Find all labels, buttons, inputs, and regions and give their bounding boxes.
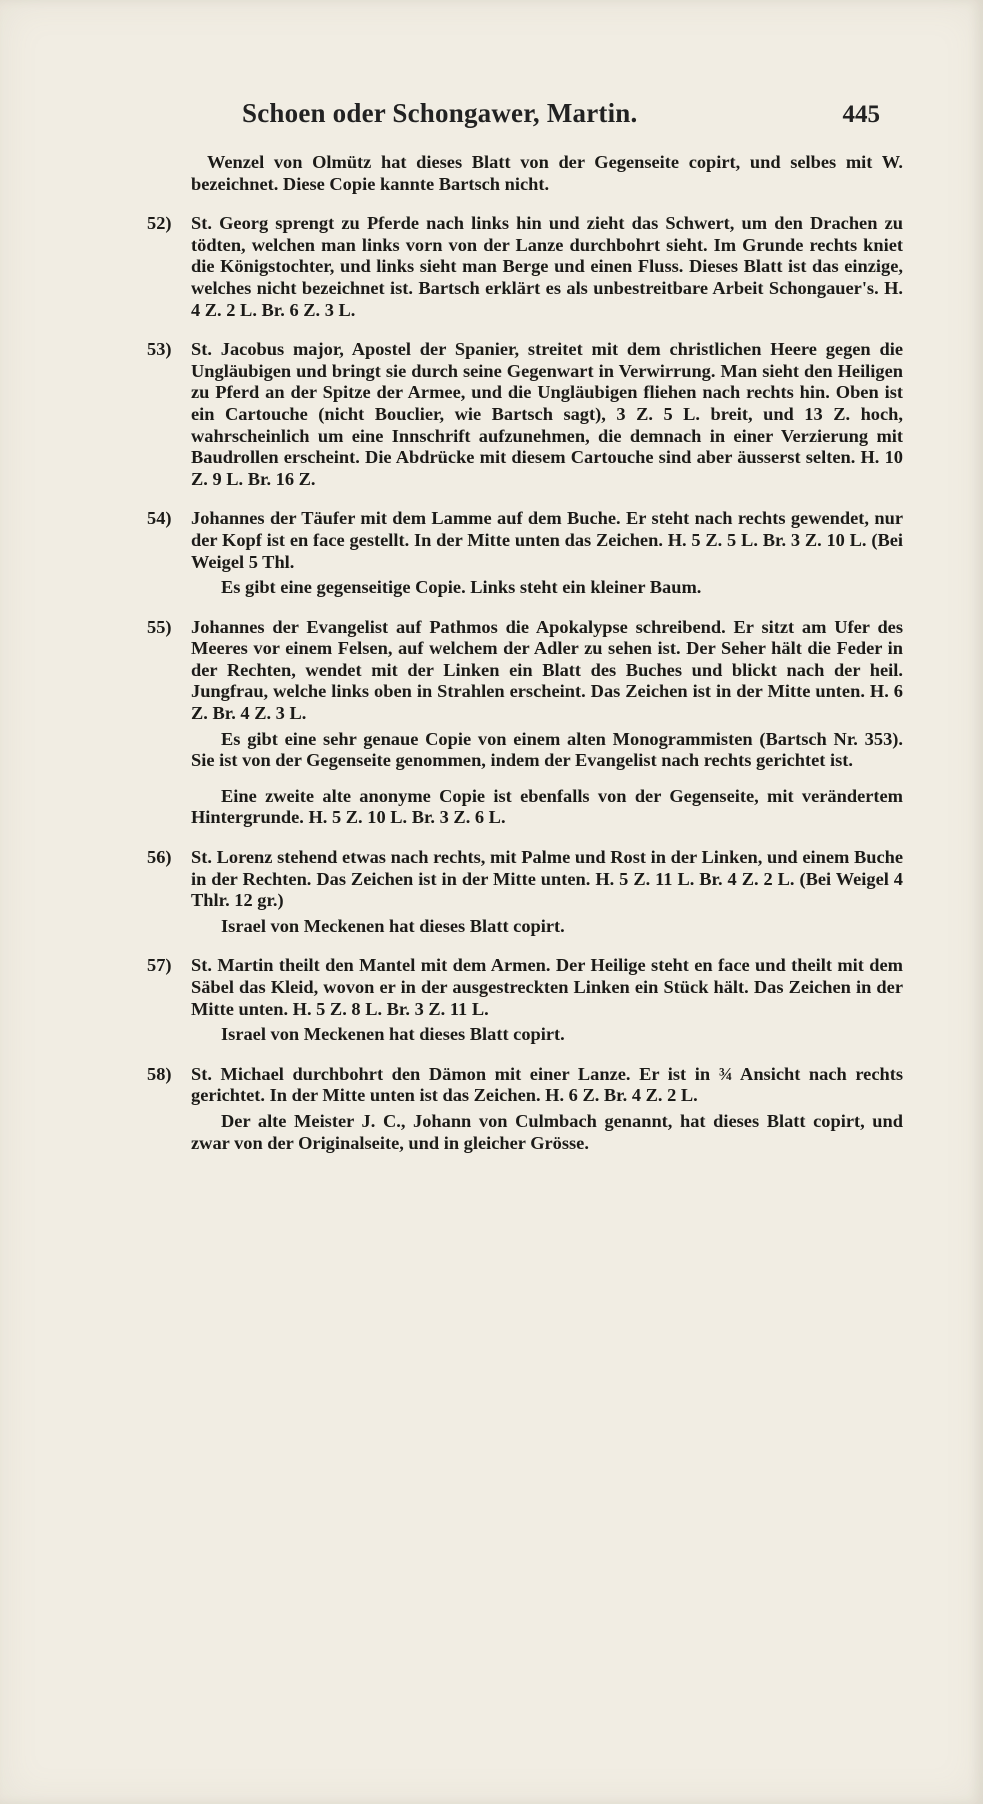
- entry-text: St. Lorenz stehend etwas nach rechts, mit Palme und Rost in der Linken, und einem Buche in der Rechten. Das Zeichen ist in der Mitte unten. H. 5 Z. 11 L. Br. 4 Z. 2 L. (Bei Weigel 4 Thlr. 12 gr.): [191, 847, 903, 911]
- catalogue-entry: [147, 213, 903, 321]
- entry-note: Eine zweite alte anonyme Copie ist ebenfalls von der Gegenseite, mit verändertem Hintergrunde. H. 5 Z. 10 L. Br. 3 Z. 6 L.: [191, 785, 903, 828]
- catalogue-entry: [147, 617, 903, 829]
- entry-text: St. Jacobus major, Apostel der Spanier, streitet mit dem christlichen Heere gegen die Ungläubigen und bringt sie durch seine Gegenwart in Verwirrung. Man sieht den Heiligen zu Pferd an der Spitze der Armee, und die Ungläubigen fliehen nach rechts hin. Oben ist ein Cartouche (nicht Bouclier, wie Bartsch sagt), 3 Z. 5 L. breit, und 13 Z. hoch, wahrscheinlich um eine Innschrift aufzunehmen, die demnach in einer Verzierung mit Baudrollen erscheint. Die Abdrücke mit diesem Cartouche sind aber äusserst selten. H. 10 Z. 9 L. Br. 16 Z.: [191, 339, 903, 489]
- text-body: [147, 152, 903, 1154]
- entry-number: 52): [147, 213, 172, 234]
- page-title: Schoen oder Schongawer, Martin.: [242, 98, 638, 128]
- entry-note: Israel von Meckenen hat dieses Blatt copirt.: [221, 1024, 565, 1045]
- entry-note: Der alte Meister J. C., Johann von Culmbach genannt, hat dieses Blatt copirt, und zwar von der Originalseite, und in gleicher Grösse.: [191, 1110, 903, 1153]
- entry-number: 55): [147, 616, 172, 637]
- entry-note: Israel von Meckenen hat dieses Blatt copirt.: [221, 915, 565, 936]
- catalogue-entry: [147, 847, 903, 937]
- catalogue-entry: [147, 1064, 903, 1154]
- catalogue-entry: [147, 955, 903, 1045]
- entry-text: St. Martin theilt den Mantel mit dem Armen. Der Heilige steht en face und theilt mit dem Säbel das Kleid, wovon er in der ausgestreckten Linken ein Stück hält. Das Zeichen in der Mitte unten. H. 5 Z. 8 L. Br. 3 Z. 11 L.: [191, 955, 903, 1019]
- entry-text: St. Georg sprengt zu Pferde nach links hin und zieht das Schwert, um den Drachen zu tödten, welchen man links vorn von der Lanze durchbohrt sieht. Im Grunde rechts kniet die Königstochter, und links sieht man Berge und einen Fluss. Dieses Blatt ist das einzige, welches nicht bezeichnet ist. Bartsch erklärt es als unbestreitbare Arbeit Schongauer's. H. 4 Z. 2 L. Br. 6 Z. 3 L.: [191, 213, 903, 320]
- catalogue-entries: [147, 213, 903, 1154]
- entry-number: 56): [147, 847, 172, 868]
- running-header: [242, 98, 880, 138]
- entry-number: 54): [147, 508, 172, 529]
- catalogue-entry: [147, 508, 903, 598]
- entry-text: Johannes der Täufer mit dem Lamme auf dem Buche. Er steht nach rechts gewendet, nur der Kopf ist en face gestellt. In der Mitte unten das Zeichen. H. 5 Z. 5 L. Br. 3 Z. 10 L. (Bei Weigel 5 Thl.: [191, 508, 903, 572]
- entry-number: 53): [147, 339, 172, 360]
- entry-note: Es gibt eine gegenseitige Copie. Links steht ein kleiner Baum.: [221, 577, 702, 598]
- entry-number: 57): [147, 955, 172, 976]
- catalogue-entry: [147, 339, 903, 490]
- entry-number: 58): [147, 1063, 172, 1084]
- entry-text: St. Michael durchbohrt den Dämon mit einer Lanze. Er ist in ¾ Ansicht nach rechts gerichtet. In der Mitte unten ist das Zeichen. H. 6 Z. Br. 4 Z. 2 L.: [191, 1063, 903, 1106]
- intro-paragraph: [147, 152, 903, 195]
- page-number: 445: [842, 101, 880, 128]
- intro-text: Wenzel von Olmütz hat dieses Blatt von der Gegenseite copirt, und selbes mit W. bezeichnet. Diese Copie kannte Bartsch nicht.: [191, 152, 903, 194]
- entry-text: Johannes der Evangelist auf Pathmos die Apokalypse schreibend. Er sitzt am Ufer des Meeres vor einem Felsen, auf welchem der Adler zu sehen ist. Der Seher hält die Feder in der Rechten, wendet mit der Linken ein Blatt des Buches und blickt nach der heil. Jungfrau, welche links oben in Strahlen erscheint. Das Zeichen ist in der Mitte unten. H. 6 Z. Br. 4 Z. 3 L.: [191, 616, 903, 724]
- page-margin: [983, 0, 1000, 1804]
- entry-note: Es gibt eine sehr genaue Copie von einem alten Monogrammisten (Bartsch Nr. 353). Sie ist von der Gegenseite genommen, indem der Evangelist nach rechts gerichtet ist.: [191, 728, 903, 771]
